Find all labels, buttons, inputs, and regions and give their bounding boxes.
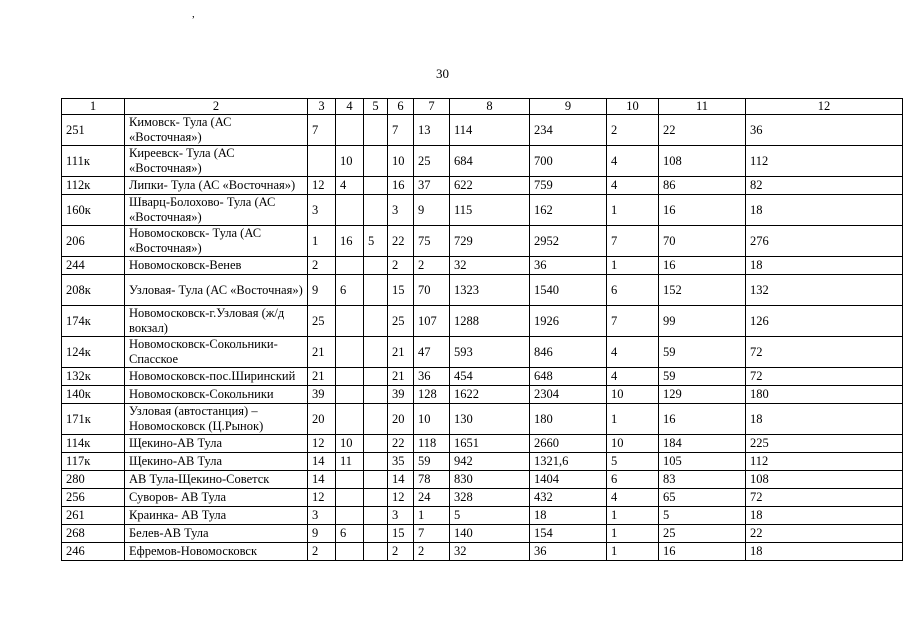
value-cell: 18: [746, 404, 903, 435]
route-name-cell: Белев-АВ Тула: [125, 525, 308, 543]
value-cell: 1321,6: [530, 453, 607, 471]
value-cell: 36: [530, 543, 607, 561]
value-cell: 22: [746, 525, 903, 543]
value-cell: 6: [607, 275, 659, 306]
value-cell: 10: [336, 435, 364, 453]
value-cell: 129: [659, 386, 746, 404]
value-cell: 4: [607, 489, 659, 507]
value-cell: [364, 404, 388, 435]
value-cell: 2: [308, 257, 336, 275]
value-cell: 59: [659, 337, 746, 368]
table-row: [62, 226, 903, 257]
value-cell: [364, 386, 388, 404]
value-cell: 39: [308, 386, 336, 404]
value-cell: 4: [607, 177, 659, 195]
value-cell: 10: [336, 146, 364, 177]
value-cell: 16: [659, 195, 746, 226]
value-cell: 108: [659, 146, 746, 177]
value-cell: 1: [308, 226, 336, 257]
value-cell: 2952: [530, 226, 607, 257]
column-header: 12: [746, 99, 903, 115]
value-cell: 132: [746, 275, 903, 306]
route-name-cell: Новомосковск-Сокольники: [125, 386, 308, 404]
value-cell: 14: [388, 471, 414, 489]
table-row: [62, 471, 903, 489]
value-cell: 10: [414, 404, 450, 435]
value-cell: 16: [388, 177, 414, 195]
value-cell: 32: [450, 257, 530, 275]
value-cell: 112: [746, 146, 903, 177]
value-cell: [364, 306, 388, 337]
route-name-cell: Узловая (автостанция) – Новомосковск (Ц.Рынок): [125, 404, 308, 435]
value-cell: 14: [308, 471, 336, 489]
value-cell: 15: [388, 525, 414, 543]
table-row: [62, 435, 903, 453]
value-cell: 16: [659, 404, 746, 435]
value-cell: 82: [746, 177, 903, 195]
column-header: 6: [388, 99, 414, 115]
table-row: [62, 489, 903, 507]
value-cell: [336, 404, 364, 435]
value-cell: 36: [746, 115, 903, 146]
value-cell: 20: [308, 404, 336, 435]
value-cell: 454: [450, 368, 530, 386]
value-cell: [364, 275, 388, 306]
route-number-cell: 140к: [62, 386, 125, 404]
value-cell: 4: [607, 337, 659, 368]
table-row: [62, 115, 903, 146]
value-cell: 72: [746, 368, 903, 386]
value-cell: 7: [607, 226, 659, 257]
route-number-cell: 261: [62, 507, 125, 525]
value-cell: [364, 453, 388, 471]
value-cell: 4: [336, 177, 364, 195]
value-cell: 22: [659, 115, 746, 146]
value-cell: 2: [388, 543, 414, 561]
value-cell: 1622: [450, 386, 530, 404]
value-cell: 7: [414, 525, 450, 543]
value-cell: [364, 525, 388, 543]
table-row: [62, 507, 903, 525]
value-cell: 37: [414, 177, 450, 195]
column-header: 4: [336, 99, 364, 115]
value-cell: 2: [607, 115, 659, 146]
value-cell: 1: [607, 507, 659, 525]
table-header: [62, 99, 903, 115]
value-cell: 1: [607, 404, 659, 435]
route-number-cell: 268: [62, 525, 125, 543]
table-row: [62, 275, 903, 306]
value-cell: 112: [746, 453, 903, 471]
route-number-cell: 251: [62, 115, 125, 146]
value-cell: 3: [308, 195, 336, 226]
value-cell: 225: [746, 435, 903, 453]
value-cell: 593: [450, 337, 530, 368]
value-cell: 75: [414, 226, 450, 257]
value-cell: 3: [308, 507, 336, 525]
value-cell: 1: [414, 507, 450, 525]
route-number-cell: 246: [62, 543, 125, 561]
value-cell: 10: [607, 435, 659, 453]
value-cell: 1404: [530, 471, 607, 489]
value-cell: 13: [414, 115, 450, 146]
value-cell: [364, 146, 388, 177]
route-number-cell: 117к: [62, 453, 125, 471]
value-cell: [336, 337, 364, 368]
value-cell: 432: [530, 489, 607, 507]
route-name-cell: Шварц-Болохово- Тула (АС «Восточная»): [125, 195, 308, 226]
value-cell: 684: [450, 146, 530, 177]
value-cell: 180: [746, 386, 903, 404]
value-cell: 328: [450, 489, 530, 507]
route-number-cell: 174к: [62, 306, 125, 337]
value-cell: 10: [607, 386, 659, 404]
route-number-cell: 208к: [62, 275, 125, 306]
value-cell: 12: [308, 435, 336, 453]
value-cell: 1540: [530, 275, 607, 306]
value-cell: 22: [388, 435, 414, 453]
value-cell: 154: [530, 525, 607, 543]
value-cell: [336, 368, 364, 386]
value-cell: 21: [308, 368, 336, 386]
route-number-cell: 124к: [62, 337, 125, 368]
value-cell: [364, 435, 388, 453]
value-cell: 1288: [450, 306, 530, 337]
value-cell: 2: [388, 257, 414, 275]
value-cell: 99: [659, 306, 746, 337]
table-row: [62, 306, 903, 337]
value-cell: 18: [746, 257, 903, 275]
value-cell: 700: [530, 146, 607, 177]
value-cell: 20: [388, 404, 414, 435]
route-name-cell: Липки- Тула (АС «Восточная»): [125, 177, 308, 195]
value-cell: 846: [530, 337, 607, 368]
route-name-cell: Новомосковск-пос.Ширинский: [125, 368, 308, 386]
value-cell: 1: [607, 543, 659, 561]
route-name-cell: Узловая- Тула (АС «Восточная»): [125, 275, 308, 306]
value-cell: 16: [659, 257, 746, 275]
route-name-cell: Ефремов-Новомосковск: [125, 543, 308, 561]
value-cell: 36: [414, 368, 450, 386]
route-name-cell: Краинка- АВ Тула: [125, 507, 308, 525]
value-cell: 72: [746, 489, 903, 507]
route-number-cell: 280: [62, 471, 125, 489]
value-cell: 15: [388, 275, 414, 306]
value-cell: 130: [450, 404, 530, 435]
value-cell: 59: [659, 368, 746, 386]
value-cell: 1: [607, 525, 659, 543]
value-cell: 140: [450, 525, 530, 543]
value-cell: 118: [414, 435, 450, 453]
table-row: [62, 177, 903, 195]
value-cell: 72: [746, 337, 903, 368]
value-cell: 39: [388, 386, 414, 404]
table-row: [62, 453, 903, 471]
value-cell: 942: [450, 453, 530, 471]
value-cell: 126: [746, 306, 903, 337]
value-cell: 729: [450, 226, 530, 257]
route-name-cell: Щекино-АВ Тула: [125, 435, 308, 453]
value-cell: [336, 115, 364, 146]
value-cell: [336, 257, 364, 275]
column-header: 9: [530, 99, 607, 115]
value-cell: 18: [746, 543, 903, 561]
value-cell: 16: [659, 543, 746, 561]
value-cell: 108: [746, 471, 903, 489]
value-cell: 234: [530, 115, 607, 146]
value-cell: 1: [607, 257, 659, 275]
value-cell: 25: [414, 146, 450, 177]
table-row: [62, 543, 903, 561]
page-number: 30: [436, 66, 449, 81]
route-name-cell: Новомосковск- Тула (АС «Восточная»): [125, 226, 308, 257]
table-row: [62, 257, 903, 275]
value-cell: 21: [388, 337, 414, 368]
table-row: [62, 337, 903, 368]
value-cell: 6: [607, 471, 659, 489]
route-number-cell: 160к: [62, 195, 125, 226]
value-cell: 16: [336, 226, 364, 257]
value-cell: 4: [607, 146, 659, 177]
value-cell: 22: [388, 226, 414, 257]
value-cell: 105: [659, 453, 746, 471]
value-cell: [364, 195, 388, 226]
scan-mark: ,: [192, 8, 195, 20]
route-name-cell: Новомосковск-г.Узловая (ж/д вокзал): [125, 306, 308, 337]
table-row: [62, 146, 903, 177]
table-row: [62, 404, 903, 435]
value-cell: 276: [746, 226, 903, 257]
value-cell: 65: [659, 489, 746, 507]
value-cell: 5: [364, 226, 388, 257]
value-cell: 7: [308, 115, 336, 146]
value-cell: 7: [388, 115, 414, 146]
value-cell: 3: [388, 195, 414, 226]
value-cell: [364, 177, 388, 195]
value-cell: [364, 507, 388, 525]
value-cell: 12: [308, 489, 336, 507]
value-cell: 18: [530, 507, 607, 525]
value-cell: 2: [414, 543, 450, 561]
routes-table: [61, 98, 903, 561]
route-number-cell: 112к: [62, 177, 125, 195]
value-cell: 1651: [450, 435, 530, 453]
column-header: 2: [125, 99, 308, 115]
value-cell: 2304: [530, 386, 607, 404]
value-cell: [336, 195, 364, 226]
value-cell: 6: [336, 275, 364, 306]
route-number-cell: 171к: [62, 404, 125, 435]
value-cell: 622: [450, 177, 530, 195]
value-cell: [364, 471, 388, 489]
route-number-cell: 111к: [62, 146, 125, 177]
value-cell: [364, 489, 388, 507]
value-cell: 5: [450, 507, 530, 525]
value-cell: 114: [450, 115, 530, 146]
column-header: 1: [62, 99, 125, 115]
value-cell: 7: [607, 306, 659, 337]
route-name-cell: Кимовск- Тула (АС «Восточная»): [125, 115, 308, 146]
value-cell: 3: [388, 507, 414, 525]
column-header: 3: [308, 99, 336, 115]
column-header: 7: [414, 99, 450, 115]
route-number-cell: 256: [62, 489, 125, 507]
value-cell: 759: [530, 177, 607, 195]
value-cell: 59: [414, 453, 450, 471]
value-cell: [364, 337, 388, 368]
value-cell: 1926: [530, 306, 607, 337]
route-number-cell: 132к: [62, 368, 125, 386]
value-cell: 70: [659, 226, 746, 257]
route-name-cell: Киреевск- Тула (АС «Восточная»): [125, 146, 308, 177]
value-cell: [364, 257, 388, 275]
value-cell: [336, 306, 364, 337]
table-row: [62, 368, 903, 386]
value-cell: 12: [388, 489, 414, 507]
route-name-cell: АВ Тула-Щекино-Советск: [125, 471, 308, 489]
value-cell: [336, 543, 364, 561]
table-row: [62, 525, 903, 543]
value-cell: 24: [414, 489, 450, 507]
value-cell: 83: [659, 471, 746, 489]
value-cell: 21: [388, 368, 414, 386]
value-cell: 2: [308, 543, 336, 561]
value-cell: 32: [450, 543, 530, 561]
value-cell: [364, 115, 388, 146]
route-name-cell: Новомосковск-Сокольники-Спасское: [125, 337, 308, 368]
column-header: 8: [450, 99, 530, 115]
column-header: 11: [659, 99, 746, 115]
value-cell: 152: [659, 275, 746, 306]
value-cell: 6: [336, 525, 364, 543]
value-cell: 648: [530, 368, 607, 386]
value-cell: 70: [414, 275, 450, 306]
value-cell: 25: [659, 525, 746, 543]
route-number-cell: 114к: [62, 435, 125, 453]
value-cell: [364, 543, 388, 561]
table-body: [62, 115, 903, 561]
value-cell: 36: [530, 257, 607, 275]
value-cell: 18: [746, 507, 903, 525]
value-cell: 5: [659, 507, 746, 525]
value-cell: 12: [308, 177, 336, 195]
column-header: 10: [607, 99, 659, 115]
column-header: 5: [364, 99, 388, 115]
value-cell: 21: [308, 337, 336, 368]
value-cell: 18: [746, 195, 903, 226]
value-cell: 9: [308, 275, 336, 306]
route-name-cell: Новомосковск-Венев: [125, 257, 308, 275]
value-cell: [364, 368, 388, 386]
value-cell: [308, 146, 336, 177]
value-cell: 25: [308, 306, 336, 337]
value-cell: 5: [607, 453, 659, 471]
value-cell: 1: [607, 195, 659, 226]
value-cell: 184: [659, 435, 746, 453]
value-cell: 86: [659, 177, 746, 195]
value-cell: 2: [414, 257, 450, 275]
value-cell: [336, 507, 364, 525]
value-cell: 128: [414, 386, 450, 404]
value-cell: 162: [530, 195, 607, 226]
value-cell: 10: [388, 146, 414, 177]
value-cell: 11: [336, 453, 364, 471]
value-cell: 14: [308, 453, 336, 471]
value-cell: 9: [308, 525, 336, 543]
table-row: [62, 386, 903, 404]
value-cell: 180: [530, 404, 607, 435]
value-cell: 35: [388, 453, 414, 471]
value-cell: 25: [388, 306, 414, 337]
route-name-cell: Щекино-АВ Тула: [125, 453, 308, 471]
value-cell: [336, 386, 364, 404]
route-name-cell: Суворов- АВ Тула: [125, 489, 308, 507]
route-number-cell: 244: [62, 257, 125, 275]
value-cell: 9: [414, 195, 450, 226]
table-row: [62, 195, 903, 226]
route-number-cell: 206: [62, 226, 125, 257]
value-cell: 830: [450, 471, 530, 489]
value-cell: [336, 489, 364, 507]
value-cell: 107: [414, 306, 450, 337]
value-cell: 1323: [450, 275, 530, 306]
value-cell: 2660: [530, 435, 607, 453]
value-cell: 4: [607, 368, 659, 386]
value-cell: 47: [414, 337, 450, 368]
value-cell: [336, 471, 364, 489]
value-cell: 115: [450, 195, 530, 226]
value-cell: 78: [414, 471, 450, 489]
